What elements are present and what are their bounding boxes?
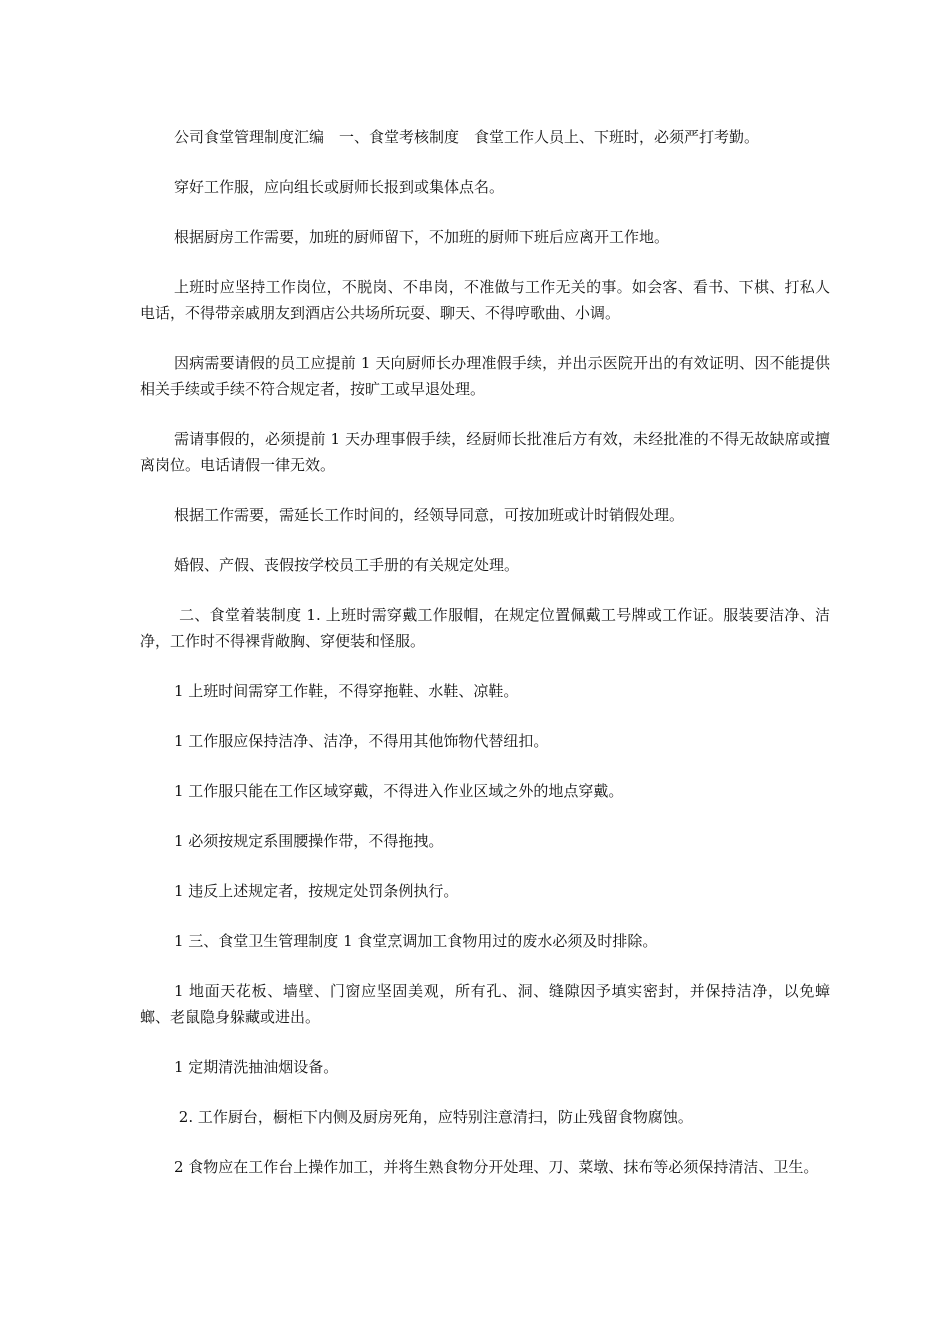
paragraph-section-dress-code: 二、食堂着装制度 1. 上班时需穿戴工作服帽，在规定位置佩戴工号牌或工作证。服装要洁净、洁净，工作时不得裸背敞胸、穿便装和怪服。 bbox=[140, 606, 830, 650]
paragraph-section-hygiene: 1 三、食堂卫生管理制度 1 食堂烹调加工食物用过的废水必须及时排除。 bbox=[174, 932, 658, 950]
paragraph: 1 地面天花板、墙壁、门窗应坚固美观，所有孔、洞、缝隙因予填实密封，并保持洁净，以免蟑螂、老鼠隐身躲藏或进出。 bbox=[140, 982, 830, 1026]
paragraph: 1 工作服只能在工作区域穿戴，不得进入作业区域之外的地点穿戴。 bbox=[174, 782, 624, 800]
paragraph: 1 上班时间需穿工作鞋，不得穿拖鞋、水鞋、凉鞋。 bbox=[174, 682, 519, 700]
paragraph: 1 违反上述规定者，按规定处罚条例执行。 bbox=[174, 882, 459, 900]
document-body bbox=[140, 124, 830, 1204]
paragraph: 婚假、产假、丧假按学校员工手册的有关规定处理。 bbox=[174, 556, 520, 574]
paragraph: 2 食物应在工作台上操作加工，并将生熟食物分开处理、刀、菜墩、抹布等必须保持清洁、卫生。 bbox=[174, 1158, 819, 1176]
paragraph: 根据工作需要，需延长工作时间的，经领导同意，可按加班或计时销假处理。 bbox=[174, 506, 685, 524]
paragraph: 1 必须按规定系围腰操作带，不得拖拽。 bbox=[174, 832, 444, 850]
paragraph-title-attendance: 公司食堂管理制度汇编 一、食堂考核制度 食堂工作人员上、下班时，必须严打考勤。 bbox=[174, 128, 760, 146]
paragraph: 上班时应坚持工作岗位，不脱岗、不串岗，不准做与工作无关的事。如会客、看书、下棋、打私人电话，不得带亲戚朋友到酒店公共场所玩耍、聊天、不得哼歌曲、小调。 bbox=[140, 278, 830, 322]
paragraph: 穿好工作服，应向组长或厨师长报到或集体点名。 bbox=[174, 178, 505, 196]
paragraph: 2. 工作厨台，橱柜下内侧及厨房死角，应特别注意清扫，防止残留食物腐蚀。 bbox=[174, 1108, 693, 1126]
paragraph: 需请事假的，必须提前 1 天办理事假手续，经厨师长批准后方有效，未经批准的不得无故缺席或擅离岗位。电话请假一律无效。 bbox=[140, 430, 830, 474]
paragraph: 因病需要请假的员工应提前 1 天向厨师长办理准假手续，并出示医院开出的有效证明、因不能提供相关手续或手续不符合规定者，按旷工或早退处理。 bbox=[140, 354, 830, 398]
paragraph: 根据厨房工作需要，加班的厨师留下，不加班的厨师下班后应离开工作地。 bbox=[174, 228, 670, 246]
paragraph: 1 工作服应保持洁净、洁净，不得用其他饰物代替纽扣。 bbox=[174, 732, 549, 750]
paragraph: 1 定期清洗抽油烟设备。 bbox=[174, 1058, 339, 1076]
